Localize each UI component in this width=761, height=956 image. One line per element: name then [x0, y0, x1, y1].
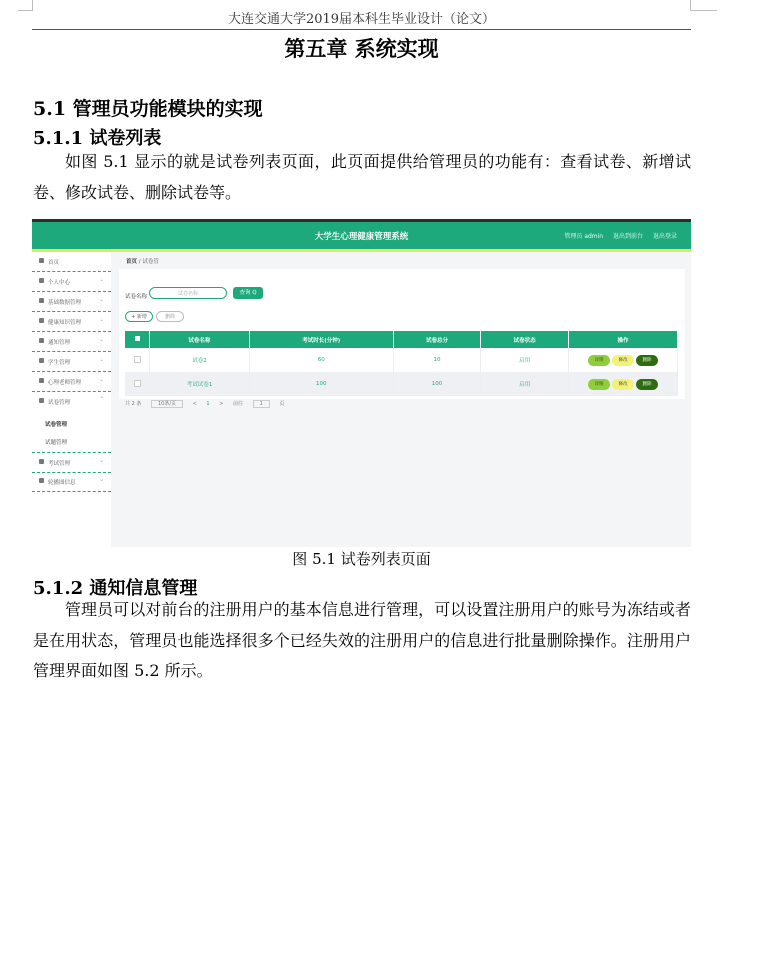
sidebar-item-knowledge[interactable]: 健康知识管理 ⌄ [32, 312, 111, 332]
sidebar-item-student[interactable]: 学生管理 ⌄ [32, 352, 111, 372]
search-input[interactable]: 试卷名称 [149, 287, 227, 299]
detail-button[interactable]: 详情 [588, 355, 610, 366]
cell-name: 考试试卷1 [150, 372, 250, 396]
cell-status: 启用 [481, 372, 569, 396]
home-icon [39, 258, 44, 263]
app-title: 大学生心理健康管理系统 [314, 232, 409, 242]
sidebar-item-exam[interactable]: 考试管理 ⌄ [32, 452, 111, 473]
figure-caption: 图 5.1 试卷列表页面 [292, 550, 431, 568]
search-button[interactable]: 查询 Q [233, 287, 263, 299]
accent-bar [32, 249, 691, 252]
row-checkbox[interactable] [125, 372, 150, 396]
send-icon [39, 398, 44, 403]
sidebar-item-notice[interactable]: 通知管理 ⌄ [32, 332, 111, 352]
row-delete-button[interactable]: 删除 [636, 379, 658, 390]
table-row [125, 372, 678, 396]
goto-unit: 页 [279, 401, 285, 407]
edit-button[interactable]: 修改 [612, 379, 634, 390]
app-topbar [32, 219, 691, 249]
table-row [125, 348, 678, 372]
col-score: 试卷总分 [393, 331, 481, 348]
chevron-down-icon: ⌄ [98, 476, 104, 483]
book-icon [39, 318, 44, 323]
sidebar-item-banner[interactable]: 轮播图信息 ⌄ [32, 472, 111, 492]
sidebar-sub-paper[interactable]: 试卷管理 [45, 422, 68, 428]
paper-table [125, 331, 678, 396]
chevron-down-icon: ⌄ [98, 316, 104, 323]
content-card [119, 269, 685, 407]
crop-mark-left [18, 0, 33, 11]
breadcrumb-home[interactable]: 首页 [126, 259, 138, 265]
page-size-select[interactable]: 10条/页 [151, 400, 183, 408]
paragraph-2: 管理员可以对前台的注册用户的基本信息进行管理，可以设置注册用户的账号为冻结或者是在用状态，管理员也能选择很多个已经失效的注册用户的信息进行批量删除操作。注册用户管理界面如图 5.2 所示。 [33, 600, 691, 680]
database-icon [39, 298, 44, 303]
sidebar-item-home[interactable]: 首页 [32, 252, 111, 272]
user-icon [39, 278, 44, 283]
sidebar-sub-question[interactable]: 试题管理 [45, 440, 68, 446]
page-number[interactable]: 1 [206, 401, 210, 407]
sidebar-item-paper[interactable]: 试卷管理 ⌃ [32, 392, 111, 411]
col-name: 试卷名称 [150, 331, 250, 348]
chevron-down-icon: ⌄ [98, 296, 104, 303]
image-icon [39, 478, 44, 483]
chevron-down-icon: ⌄ [98, 276, 104, 283]
detail-button[interactable]: 详情 [588, 379, 610, 390]
logout-link[interactable]: 退出登录 [652, 233, 677, 240]
student-icon [39, 358, 44, 363]
cell-score: 10 [393, 348, 481, 372]
col-duration: 考试时长(分钟) [249, 331, 393, 348]
crop-mark-right [690, 0, 717, 11]
cell-actions [569, 348, 678, 372]
cell-duration: 100 [249, 372, 393, 396]
cell-actions [569, 372, 678, 396]
frontend-link[interactable]: 退出到前台 [613, 233, 644, 240]
chevron-up-icon: ⌃ [98, 396, 104, 403]
cell-score: 100 [393, 372, 481, 396]
breadcrumb-separator: / [138, 259, 141, 265]
top-links [556, 231, 677, 240]
col-actions: 操作 [569, 331, 678, 348]
sidebar-item-profile[interactable]: 个人中心 ⌄ [32, 272, 111, 292]
cell-status: 启用 [481, 348, 569, 372]
chapter-title: 第五章 系统实现 [284, 36, 439, 61]
sidebar-item-basedata[interactable]: 基础数据管理 ⌄ [32, 292, 111, 312]
breadcrumb-current: 试卷管 [142, 259, 159, 265]
sidebar-item-teacher[interactable]: 心理老师管理 ⌄ [32, 372, 111, 392]
pager-total: 共 2 条 [125, 401, 142, 407]
cell-duration: 60 [249, 348, 393, 372]
prev-page-button[interactable]: < [192, 401, 197, 407]
admin-link[interactable]: 管理员 admin [564, 233, 604, 240]
cell-name: 试卷2 [150, 348, 250, 372]
subsection-title-2: 5.1.2 通知信息管理 [33, 578, 198, 599]
exam-icon [39, 459, 44, 464]
next-page-button[interactable]: > [219, 401, 224, 407]
add-button[interactable]: + 新增 [125, 311, 153, 322]
goto-label: 前往 [233, 401, 244, 407]
pagination [125, 400, 292, 407]
select-all-checkbox[interactable] [125, 331, 150, 348]
col-status: 试卷状态 [481, 331, 569, 348]
chevron-down-icon: ⌄ [98, 336, 104, 343]
table-header [125, 331, 678, 348]
section-title: 5.1 管理员功能模块的实现 [33, 98, 263, 120]
filter-label: 试卷名称 [125, 294, 148, 300]
breadcrumb [126, 257, 159, 265]
chevron-down-icon: ⌄ [98, 376, 104, 383]
delete-button[interactable]: 删除 [156, 311, 184, 322]
chevron-down-icon: ⌄ [98, 356, 104, 363]
teacher-icon [39, 378, 44, 383]
edit-button[interactable]: 修改 [612, 355, 634, 366]
bell-icon [39, 338, 44, 343]
running-header: 大连交通大学2019届本科生毕业设计（论文） [32, 8, 691, 30]
row-delete-button[interactable]: 删除 [636, 355, 658, 366]
paragraph-1: 如图 5.1 显示的就是试卷列表页面，此页面提供给管理员的功能有：查看试卷、新增试卷、修改试卷、删除试卷等。 [33, 152, 691, 202]
screenshot-figure [32, 219, 691, 547]
goto-input[interactable]: 1 [253, 400, 270, 408]
subsection-title-1: 5.1.1 试卷列表 [33, 128, 162, 149]
chevron-down-icon: ⌄ [98, 457, 104, 464]
sidebar [32, 252, 111, 547]
row-checkbox[interactable] [125, 348, 150, 372]
